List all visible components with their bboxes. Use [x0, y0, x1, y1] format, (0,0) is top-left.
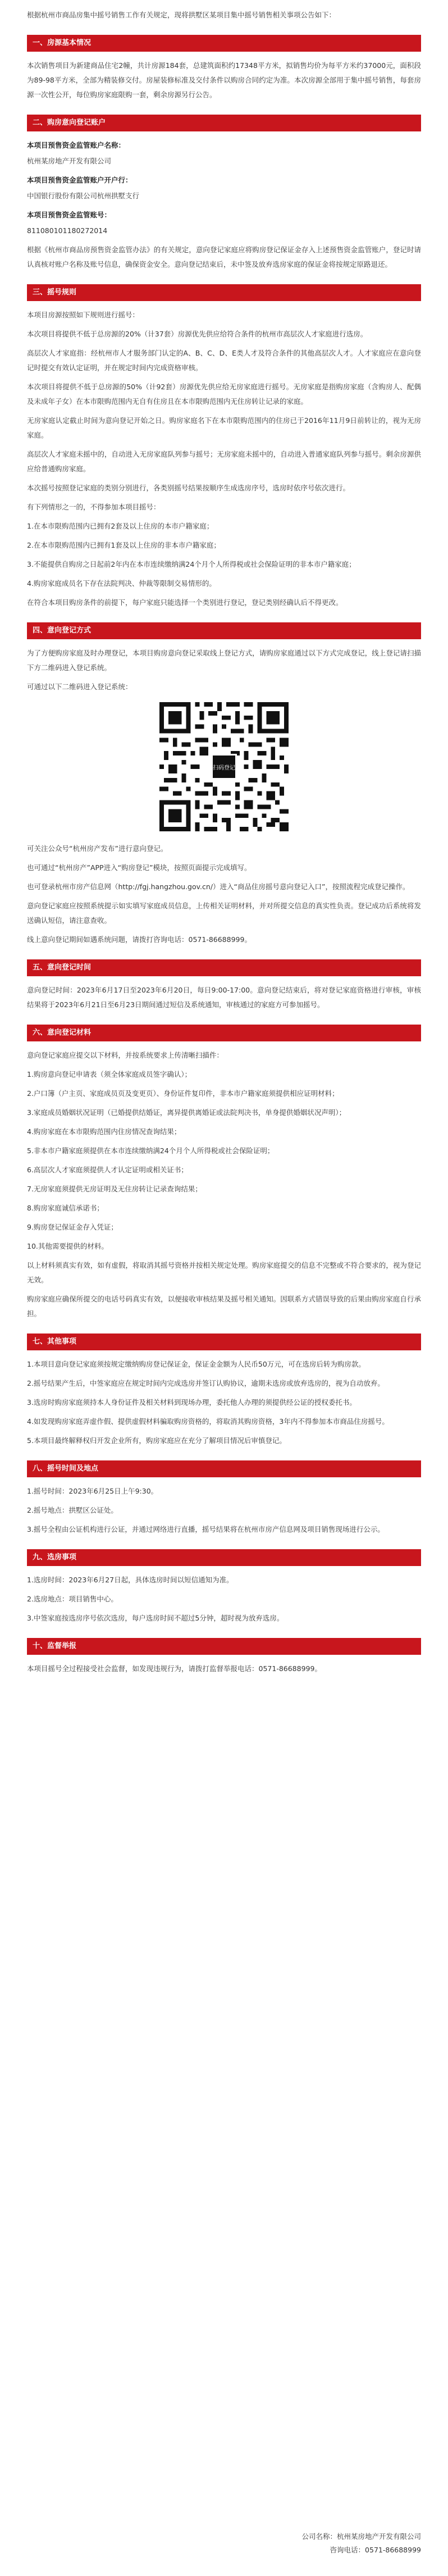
supervision-paragraph: 本项目摇号全过程接受社会监督，如发现违规行为，请拨打监督举报电话：0571-86688999。: [27, 1664, 322, 1673]
registration-qr-caption: 可通过以下二维码进入登记系统：: [27, 682, 132, 691]
rules-paragraph: 2.在本市限购范围内已拥有1套及以上住房的非本市户籍家庭；: [27, 541, 221, 549]
intro-paragraph: 根据杭州市商品房集中摇号销售工作有关规定，现将拱墅区某项目集中摇号销售相关事项公告如下：: [27, 11, 336, 19]
lottery-item: 3.摇号全程由公证机构进行公证，并通过网络进行直播，摇号结果将在杭州市房产信息网及项目销售现场进行公示。: [27, 1525, 385, 1533]
rules-paragraph: 高层次人才家庭未摇中的，自动进入无房家庭队列参与摇号；无房家庭未摇中的，自动进入普通家庭队列参与摇号。剩余房源供应给普通购房家庭。: [27, 450, 421, 473]
account-bank-value: 中国银行股份有限公司杭州拱墅支行: [27, 192, 140, 200]
housing-paragraph: 本次销售项目为新建商品住宅2幢，共计房源184套，总建筑面积约17348平方米，拟销售均价为每平方米约37000元，面积段为89-98平方米，全部为精装修交付。房屋装修标准及交付条件以购房合同约定为准。本次房源全部用于集中摇号销售，每套房源一次性公开，每位购房家庭限购一套，剩余房源另行公告。: [27, 61, 421, 99]
rules-paragraph: 本次项目将提供不低于总房源的50%（计92套）房源优先供应给无房家庭进行摇号。无房家庭是指购房家庭（含购房人、配偶及未成年子女）在本市限购范围内无自有住房且在本市限购范围内无住房转让记录的家庭。: [27, 383, 421, 406]
materials-item: 6.高层次人才家庭须提供人才认定证明或相关证书；: [27, 1166, 188, 1174]
qr-code[interactable]: [159, 702, 289, 831]
rules-paragraph: 高层次人才家庭指：经杭州市人才服务部门认定的A、B、C、D、E类人才及符合条件的其他高层次人才。人才家庭应在意向登记时提交有效认定证明，并在规定时间内完成资格审核。: [27, 349, 421, 372]
materials-item: 8.购房家庭诚信承诺书；: [27, 1204, 104, 1212]
other-item: 4.如发现购房家庭弄虚作假、提供虚假材料骗取购房资格的，将取消其购房资格，3年内不得参加本市商品住房摇号。: [27, 1417, 389, 1426]
section-heading-selection: 九、选房事项: [27, 1549, 421, 1566]
account-number-value: 811080101180272014: [27, 226, 108, 235]
selection-item: 1.选房时间：2023年6月27日起，具体选房时间以短信通知为准。: [27, 1576, 234, 1584]
selection-item: 2.选房地点：项目销售中心。: [27, 1595, 118, 1603]
rules-paragraph: 1.在本市限购范围内已拥有2套及以上住房的本市户籍家庭；: [27, 522, 214, 530]
lottery-item: 1.摇号时间：2023年6月25日上午9:30。: [27, 1487, 158, 1495]
registration-paragraph: 线上意向登记期间如遇系统问题，请拨打咨询电话：0571-86688999。: [27, 935, 252, 944]
materials-intro: 意向登记家庭应提交以下材料，并按系统要求上传清晰扫描件：: [27, 1051, 224, 1059]
materials-item: 10.其他需要提供的材料。: [27, 1242, 108, 1250]
footer-company: 公司名称：杭州某房地产开发有限公司: [301, 2532, 421, 2541]
materials-item: 以上材料须真实有效，如有虚假，将取消其摇号资格并按相关规定处理。购房家庭提交的信息不完整或不符合要求的，视为登记无效。: [27, 1261, 421, 1284]
materials-item: 9.购房登记保证金存入凭证；: [27, 1223, 118, 1231]
rules-paragraph: 在符合本项目购房条件的前提下，每户家庭只能选择一个类别进行登记，登记类别经确认后不得更改。: [27, 598, 343, 607]
other-item: 2.摇号结果产生后，中签家庭应在规定时间内完成选房并签订认购协议，逾期未选房或放弃选房的，视为自动放弃。: [27, 1379, 385, 1387]
account-paragraph: 根据《杭州市商品房预售资金监管办法》的有关规定，意向登记家庭应将购房登记保证金存入上述预售资金监管账户，登记时请认真核对账户名称及账号信息，确保资金安全。意向登记结束后，未中签及放弃选房家庭的保证金将按规定原路退还。: [27, 245, 421, 268]
selection-item: 3.中签家庭按选房序号依次选房，每户选房时间不超过5分钟，超时视为放弃选房。: [27, 1614, 284, 1622]
section-heading-other: 七、其他事项: [27, 1333, 421, 1350]
other-item: 3.选房时购房家庭须持本人身份证件及相关材料到现场办理，委托他人办理的须提供经公证的授权委托书。: [27, 1398, 356, 1407]
rules-paragraph: 无房家庭认定截止时间为意向登记开始之日。购房家庭名下在本市限购范围内的住房已于2016年11月9日前转让的，视为无房家庭。: [27, 416, 421, 439]
section-heading-supervision: 十、监督举报: [27, 1638, 421, 1655]
materials-item: 3.家庭成员婚姻状况证明（已婚提供结婚证，离异提供离婚证或法院判决书，单身提供婚姻状况声明）；: [27, 1108, 346, 1117]
account-bank-label: 本项目预售资金监管账户开户行：: [27, 176, 132, 184]
qr-center-label: 扫码登记: [211, 754, 237, 780]
materials-item: 2.户口簿（户主页、家庭成员页及变更页）、身份证件复印件，非本市户籍家庭须提供相应证明材料；: [27, 1089, 339, 1098]
rules-paragraph: 有下列情形之一的，不得参加本项目摇号：: [27, 503, 161, 511]
other-item: 5.本项目最终解释权归开发企业所有，购房家庭应在充分了解项目情况后审慎登记。: [27, 1436, 286, 1445]
materials-list: [27, 1067, 421, 1321]
materials-item: 7.无房家庭须提供无房证明及无住房转让记录查询结果；: [27, 1185, 202, 1193]
rules-paragraph: 本次项目将提供不低于总房源的20%（计37套）房源优先供应给符合条件的杭州市高层次人才家庭进行选房。: [27, 330, 368, 338]
section-heading-time: 五、意向登记时间: [27, 959, 421, 976]
rules-paragraph: 本项目房源按照如下规则进行摇号：: [27, 311, 140, 319]
section-heading-account: 二、购房意向登记账户: [27, 115, 421, 131]
footer-phone: 咨询电话：0571-86688999: [330, 2546, 421, 2554]
section-heading-materials: 六、意向登记材料: [27, 1025, 421, 1041]
registration-paragraph: 也可通过“杭州房产”APP进入“购房登记”模块，按照页面提示完成填写。: [27, 863, 252, 872]
materials-item: 购房家庭应确保所提交的电话号码真实有效，以便接收审核结果及摇号相关通知。因联系方式错误导致的后果由购房家庭自行承担。: [27, 1295, 421, 1318]
account-number-label: 本项目预售资金监管账号：: [27, 211, 112, 219]
materials-item: 4.购房家庭在本市限购范围内住房情况查询结果；: [27, 1127, 181, 1136]
section-heading-housing: 一、房源基本情况: [27, 35, 421, 52]
registration-paragraph: 也可登录杭州市房产信息网（http://fgj.hangzhou.gov.cn/）进入“商品住房摇号意向登记入口”，按照流程完成登记操作。: [27, 882, 410, 891]
rules-paragraph: 3.不能提供自购房之日起前2年内在本市连续缴纳满24个月个人所得税或社会保险证明的非本市户籍家庭；: [27, 560, 356, 568]
registration-paragraph: 可关注公众号“杭州房产发布”进行意向登记。: [27, 844, 168, 853]
section-heading-rules: 三、摇号规则: [27, 284, 421, 301]
materials-item: 5.非本市户籍家庭须提供在本市连续缴纳满24个月个人所得税或社会保险证明；: [27, 1146, 275, 1155]
rules-paragraph: 4.购房家庭成员名下存在法院判决、仲裁等限制交易情形的。: [27, 579, 216, 588]
registration-intro: 为了方便购房家庭及时办理登记，本项目购房意向登记采取线上登记方式，请购房家庭通过以下方式完成登记，线上登记请扫描下方二维码进入登记系统。: [27, 649, 421, 672]
qr-code-container: [27, 702, 421, 831]
registration-paragraph: 意向登记家庭应按照系统提示如实填写家庭成员信息，上传相关证明材料，并对所提交信息的真实性负责。登记成功后系统将发送确认短信，请注意查收。: [27, 902, 421, 925]
time-paragraph: 意向登记时间：2023年6月17日至2023年6月20日，每日9:00-17:00。意向登记结束后，将对登记家庭资格进行审核，审核结果将于2023年6月21日至6月23日期间通过短信及系统通知，审核通过的家庭方可参加摇号。: [27, 986, 421, 1009]
lottery-item: 2.摇号地点：拱墅区公证处。: [27, 1506, 118, 1514]
rules-paragraph: 本次摇号按照登记家庭的类别分别进行，各类别摇号结果按顺序生成选房序号，选房时依序号依次进行。: [27, 484, 350, 492]
footer: [301, 2530, 421, 2557]
rules-list: [27, 308, 421, 610]
section-heading-registration: 四、意向登记方式: [27, 622, 421, 639]
account-name-label: 本项目预售资金监管账户名称：: [27, 141, 126, 149]
other-item: 1.本项目意向登记家庭须按规定缴纳购房登记保证金，保证金金额为人民币50万元，可在选房后转为购房款。: [27, 1360, 365, 1368]
account-name-value: 杭州某房地产开发有限公司: [27, 157, 112, 165]
materials-item: 1.购房意向登记申请表（须全体家庭成员签字确认）；: [27, 1070, 192, 1078]
section-heading-lottery: 八、摇号时间及地点: [27, 1460, 421, 1477]
